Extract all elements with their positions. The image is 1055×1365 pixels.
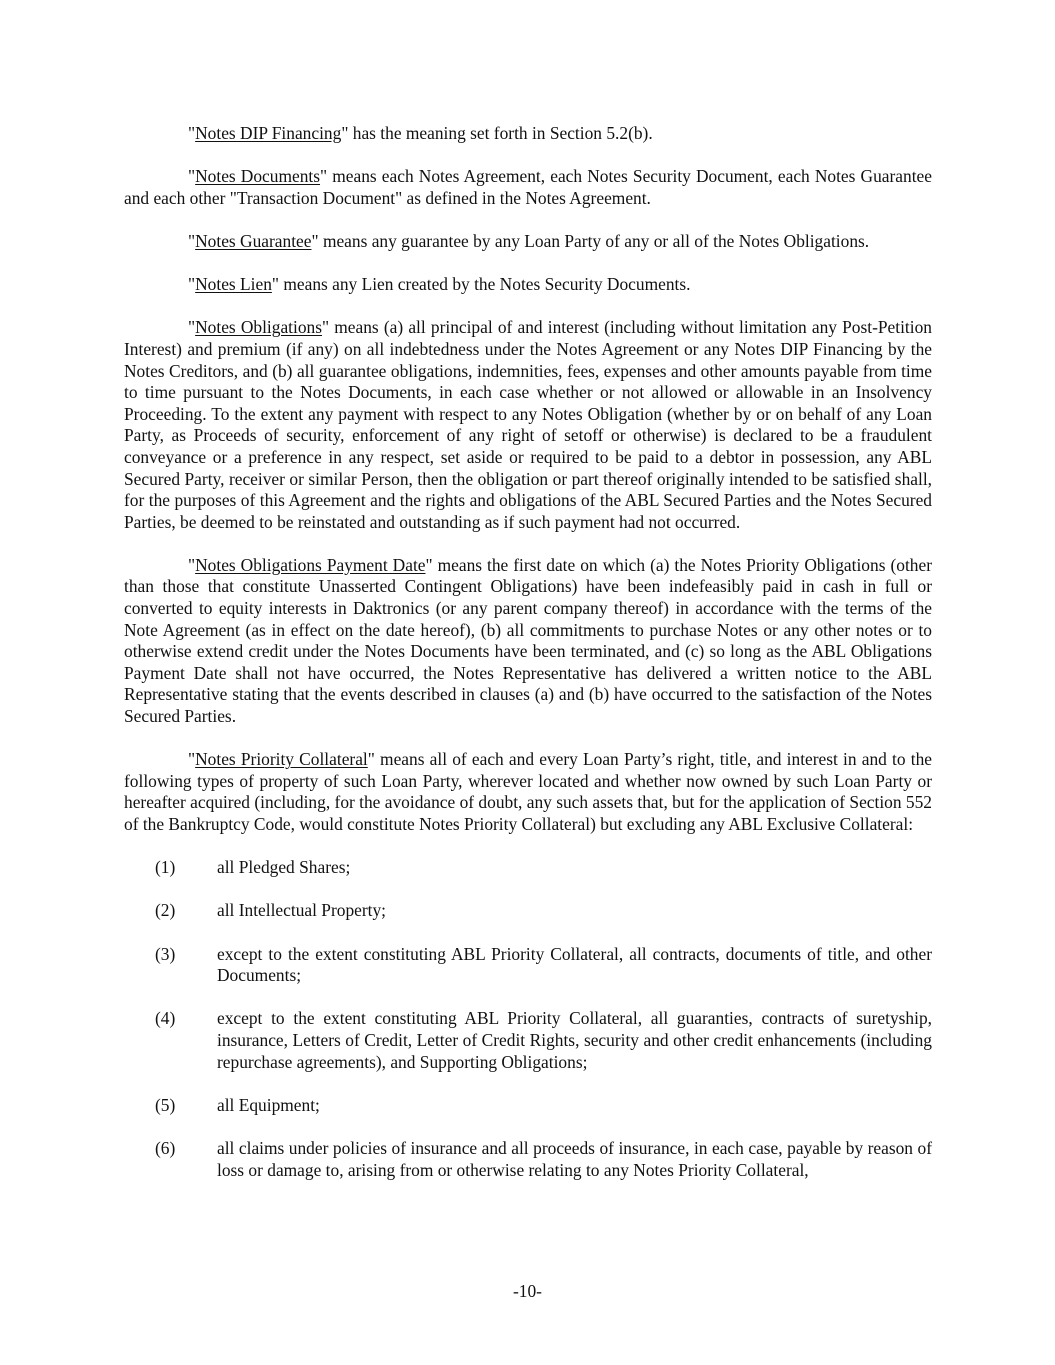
defined-term: Notes Obligations — [195, 317, 322, 338]
page-content — [124, 123, 932, 1203]
list-item-number: (4) — [155, 1008, 176, 1029]
list-item-number: (1) — [155, 857, 176, 878]
collateral-list — [124, 857, 932, 1181]
definition-notes-obligations-payment-date: "Notes Obligations Payment Date" means the first date on which (a) the Notes Priority Obligations (other than those that constitute Unasserted Contingent Obligations) have been indefeasibly paid in cash in full or converted to equity interests in Daktronics (or any parent company thereof) in accordance with the terms of the Note Agreement (as in effect on the date hereof), (b) all commitments to purchase Notes or any other notes or to otherwise extend credit under the Notes Documents have been terminated, and (c) so long as the ABL Obligations Payment Date shall not have occurred, the Notes Representative has delivered a written notice to the ABL Representative stating that the events described in clauses (a) and (b) have occurred to the satisfaction of the Notes Secured Parties. — [124, 554, 932, 727]
definition-text: means any guarantee by any Loan Party of any or all of the Notes Obligations. — [318, 230, 870, 251]
definition-notes-guarantee: "Notes Guarantee" means any guarantee by any Loan Party of any or all of the Notes Obligations. — [188, 230, 870, 251]
list-item-text: except to the extent constituting ABL Priority Collateral, all guaranties, contracts of suretyship, insurance, Letters of Credit, Letter of Credit Rights, security and other credit enhancements (including repurchase agreements), and Supporting Obligations; — [217, 1008, 932, 1072]
definition-text: has the meaning set forth in Section 5.2(b). — [348, 123, 653, 143]
list-item-text: all Equipment; — [217, 1094, 320, 1115]
definition-text: means all of each and every Loan Party’s right, title, and interest in and to the following types of property of such Loan Party, wherever located and whether now owned by such Loan Party or hereafter acquired (including, for the avoidance of doubt, any such assets that, but for the application of Section 552 of the Bankruptcy Code, would constitute Notes Priority Collateral) but excluding any ABL Exclusive Collateral: — [124, 749, 932, 834]
definition-text: means (a) all principal of and interest (including without limitation any Post-Petition Interest) and premium (if any) on all indebtedness under the Notes Agreement or any Notes DIP Financing by the Notes Creditors, and (b) all guarantee obligations, indemnities, fees, expenses and other amounts payable from time to time pursuant to the Notes Documents, in each case whether or not allowed or allowable in an Insolvency Proceeding. To the extent any payment with respect to any Notes Obligation (whether by or on behalf of any Loan Party, as Proceeds of security, enforcement of any right of setoff or otherwise) is declared to be a fraudulent conveyance or a preference in any respect, set aside or required to be paid to a debtor in possession, any ABL Secured Party, receiver or similar Person, then the obligation or part thereof originally intended to be satisfied shall, for the purposes of this Agreement and the rights and obligations of the ABL Secured Parties and the Notes Secured Parties, be deemed to be reinstated and outstanding as if such payment had not occurred. — [124, 317, 932, 532]
defined-term: Notes Documents — [195, 166, 321, 187]
defined-term: Notes Obligations Payment Date — [195, 554, 426, 575]
list-item — [124, 1095, 932, 1117]
defined-term: Notes DIP Financing — [195, 123, 342, 143]
definition-text: means the first date on which (a) the Notes Priority Obligations (other than those that constitute Unasserted Contingent Obligations) have been indefeasibly paid in cash in full or converted to equity interests in Daktronics (or any parent company thereof) in accordance with the terms of the Note Agreement (as in effect on the date hereof), (b) all commitments to purchase Notes or any other notes or to otherwise extend credit under the Notes Documents have been terminated, and (c) so long as the ABL Obligations Payment Date shall not have occurred, the Notes Representative has delivered a written notice to the ABL Representative stating that the events described in clauses (a) and (b) have occurred to the satisfaction of the Notes Secured Parties. — [124, 554, 932, 727]
list-item-text: all Pledged Shares; — [217, 857, 351, 878]
definition-notes-dip-financing: "Notes DIP Financing" has the meaning set forth in Section 5.2(b). — [188, 123, 653, 143]
list-item — [124, 857, 932, 879]
defined-term: Notes Priority Collateral — [195, 749, 368, 770]
list-item-text: except to the extent constituting ABL Priority Collateral, all contracts, documents of title, and other Documents; — [217, 943, 932, 986]
definition-text: means each Notes Agreement, each Notes Security Document, each Notes Guarantee and each other "Transaction Document" as defined in the Notes Agreement. — [124, 166, 932, 208]
list-item-number: (5) — [155, 1094, 176, 1115]
definition-notes-documents: "Notes Documents" means each Notes Agreement, each Notes Security Document, each Notes Guarantee and each other "Transaction Document" as defined in the Notes Agreement. — [124, 166, 932, 208]
list-item — [124, 1008, 932, 1073]
list-item-number: (6) — [155, 1137, 176, 1158]
list-item-text: all Intellectual Property; — [217, 900, 387, 921]
list-item-number: (3) — [155, 943, 176, 964]
list-item-number: (2) — [155, 900, 176, 921]
defined-term: Notes Lien — [195, 274, 272, 295]
page-number: -10- — [513, 1281, 542, 1301]
list-item — [124, 900, 932, 922]
list-item-text: all claims under policies of insurance and all proceeds of insurance, in each case, payable by reason of loss or damage to, arising from or otherwise relating to any Notes Priority Collateral, — [217, 1137, 932, 1180]
definition-text: means any Lien created by the Notes Security Documents. — [279, 274, 691, 295]
list-item — [124, 944, 932, 987]
definition-notes-obligations: "Notes Obligations" means (a) all principal of and interest (including without limitation any Post-Petition Interest) and premium (if any) on all indebtedness under the Notes Agreement or any Notes DIP Financing by the Notes Creditors, and (b) all guarantee obligations, indemnities, fees, expenses and other amounts payable from time to time pursuant to the Notes Documents, in each case whether or not allowed or allowable in an Insolvency Proceeding. To the extent any payment with respect to any Notes Obligation (whether by or on behalf of any Loan Party, as Proceeds of security, enforcement of any right of setoff or otherwise) is declared to be a fraudulent conveyance or a preference in any respect, set aside or required to be paid to a debtor in possession, any ABL Secured Party, receiver or similar Person, then the obligation or part thereof originally intended to be satisfied shall, for the purposes of this Agreement and the rights and obligations of the ABL Secured Parties and the Notes Secured Parties, be deemed to be reinstated and outstanding as if such payment had not occurred. — [124, 317, 932, 532]
defined-term: Notes Guarantee — [195, 230, 312, 251]
definition-notes-lien: "Notes Lien" means any Lien created by the Notes Security Documents. — [188, 274, 691, 295]
list-item — [124, 1138, 932, 1181]
definition-notes-priority-collateral: "Notes Priority Collateral" means all of each and every Loan Party’s right, title, and interest in and to the following types of property of such Loan Party, wherever located and whether now owned by such Loan Party or hereafter acquired (including, for the avoidance of doubt, any such assets that, but for the application of Section 552 of the Bankruptcy Code, would constitute Notes Priority Collateral) but excluding any ABL Exclusive Collateral: — [124, 749, 932, 834]
